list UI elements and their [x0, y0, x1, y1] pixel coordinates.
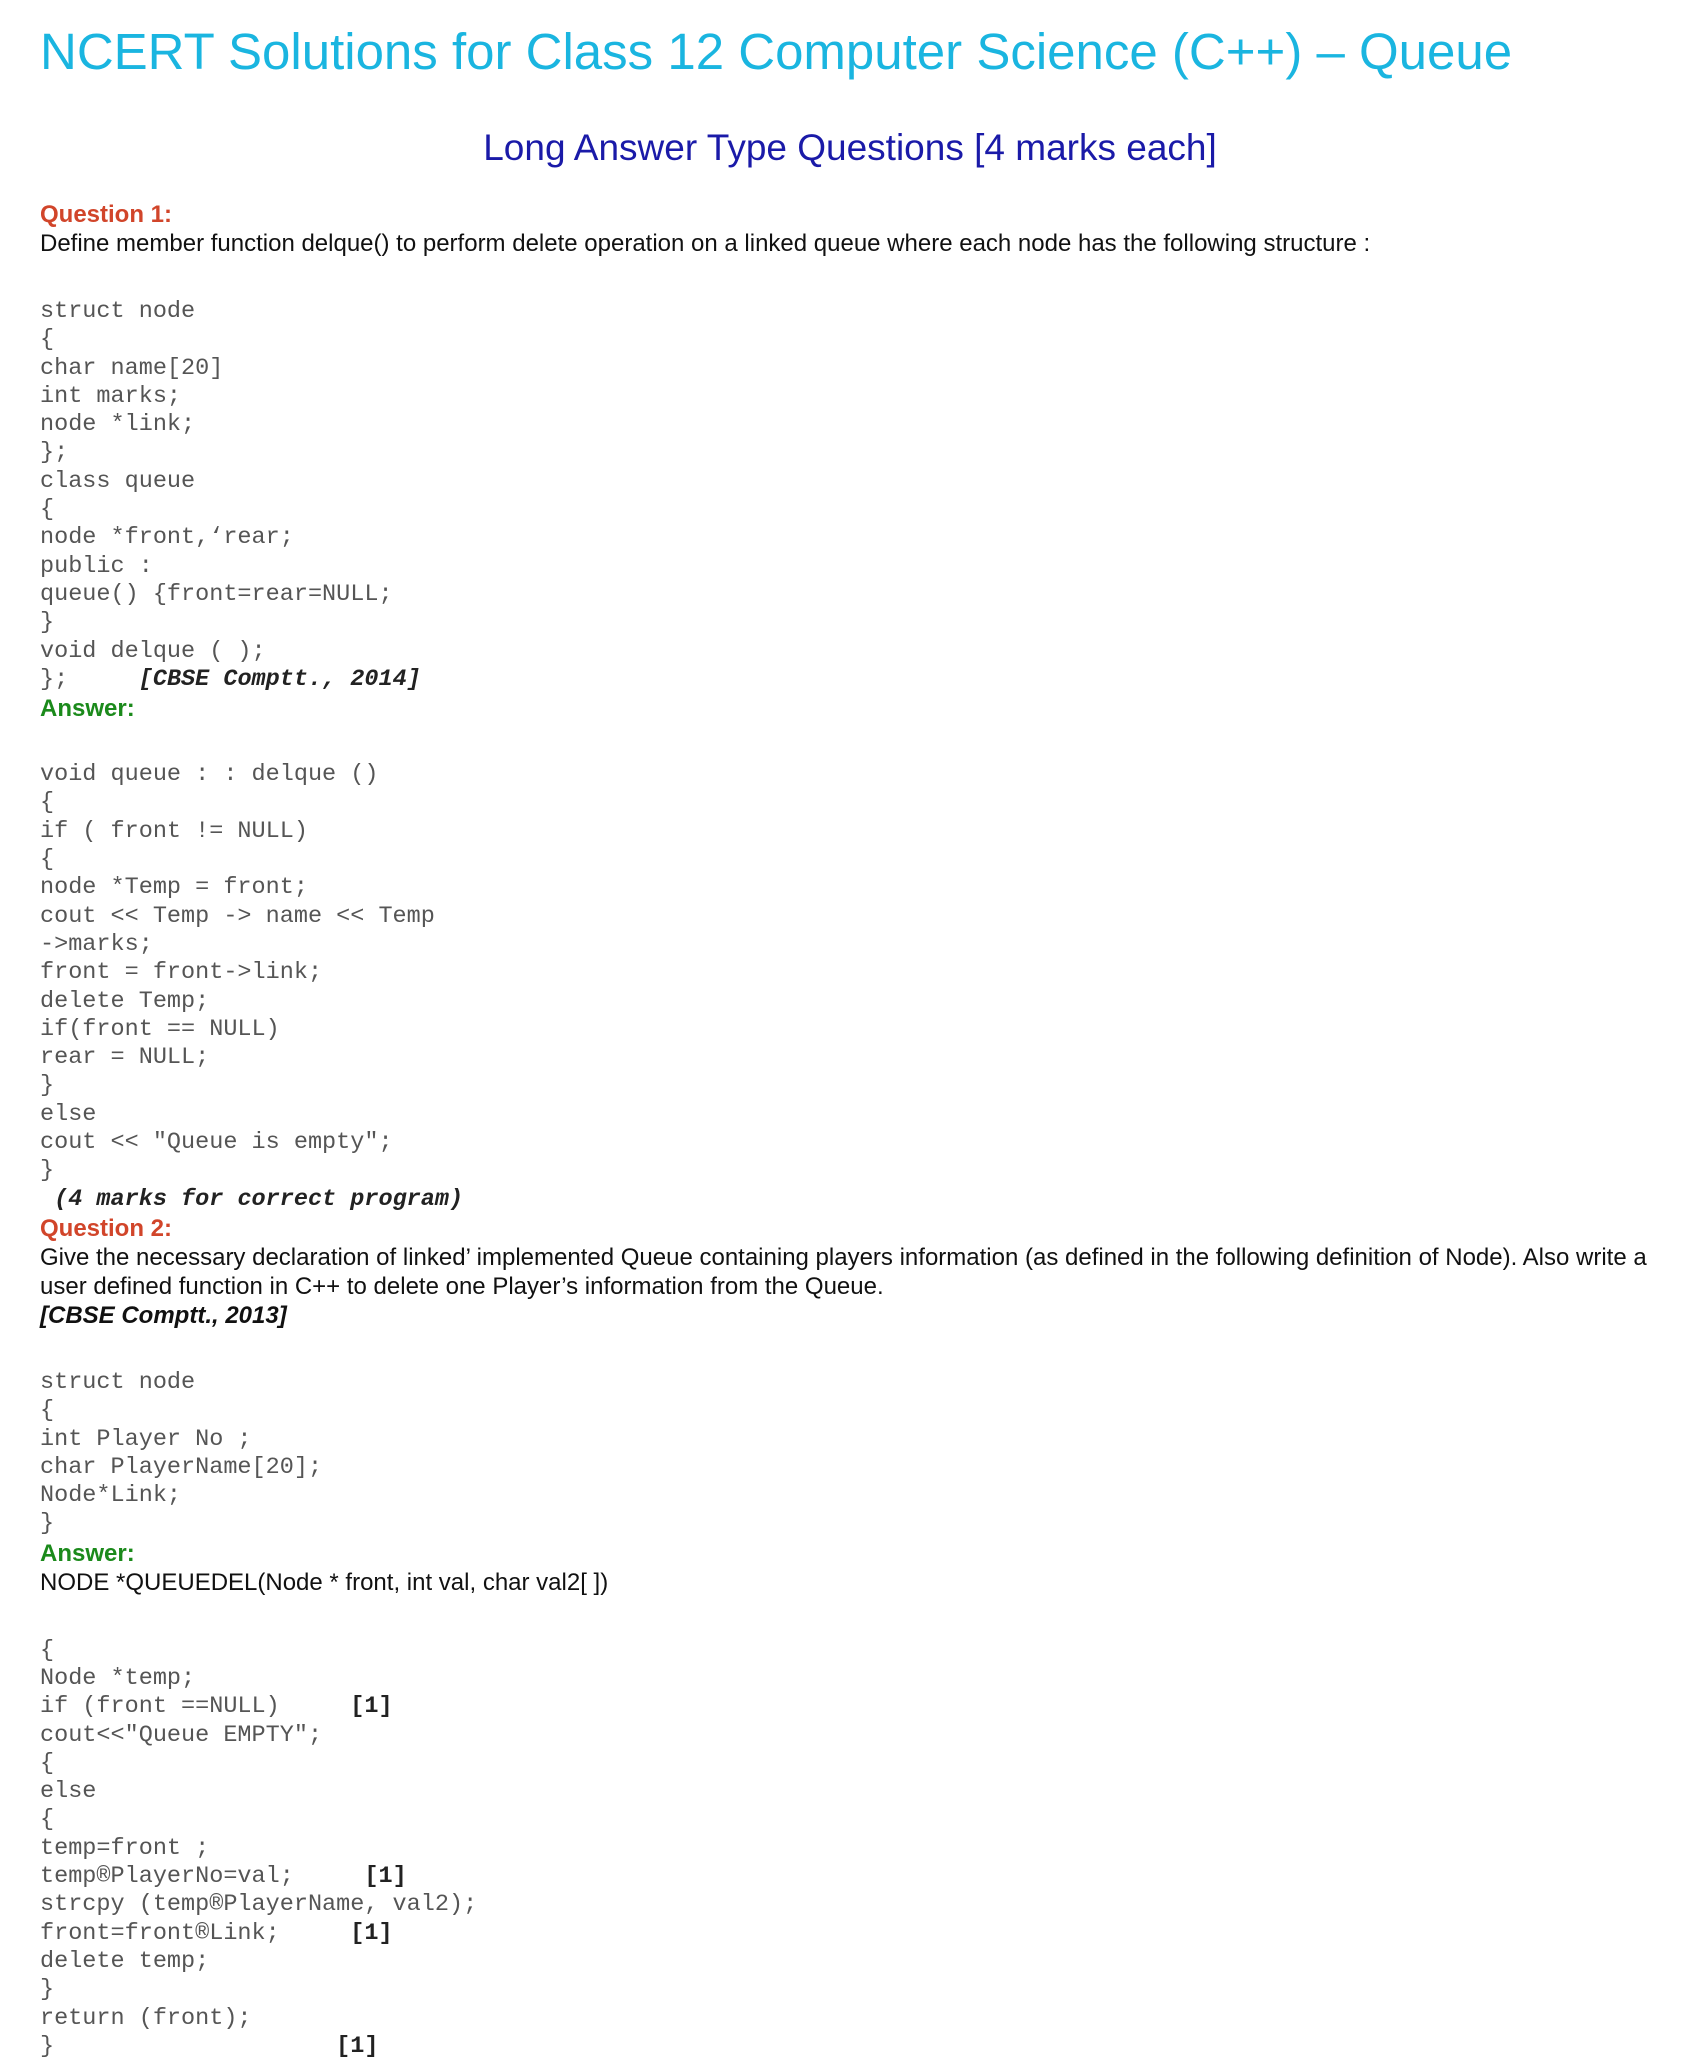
question-1-code-line	[40, 298, 1670, 326]
code-text: Node*Link;	[40, 1482, 182, 1510]
code-text: node *link;	[40, 411, 196, 439]
code-text: rear = NULL;	[40, 1044, 210, 1072]
answer-2-code-line	[40, 1891, 1670, 1919]
question-1-code-line	[40, 411, 1670, 439]
answer-1-code-line	[40, 789, 1670, 817]
code-text: }	[40, 1510, 55, 1538]
code-text: {	[40, 1636, 55, 1664]
code-text: {	[40, 846, 55, 874]
section-subtitle: Long Answer Type Questions [4 marks each]	[483, 127, 1217, 168]
code-text: cout << "Queue is empty";	[40, 1129, 393, 1157]
code-text: void queue : : delque ()	[40, 761, 379, 789]
answer-1-code-line	[40, 903, 1670, 931]
answer-2-code-line	[40, 1835, 1670, 1863]
question-1-code-line	[40, 496, 1670, 524]
answer-1-heading: Answer:	[40, 695, 135, 723]
marks-badge: [1]	[336, 2032, 379, 2060]
code-text: }	[40, 1976, 55, 2004]
question-1	[40, 200, 1670, 1214]
code-text: }	[40, 1157, 55, 1185]
code-text: node *Temp = front;	[40, 874, 308, 902]
answer-2-code-line	[40, 1778, 1670, 1806]
code-text: temp=front ;	[40, 1834, 210, 1862]
code-text: }	[40, 609, 55, 637]
question-2	[40, 1214, 1670, 2061]
code-text: else	[40, 1100, 97, 1128]
answer-1-code-line	[40, 846, 1670, 874]
question-2-citation: [CBSE Comptt., 2013]	[40, 1301, 287, 1329]
question-1-code	[40, 298, 1670, 694]
answer-2-code-line	[40, 2005, 1670, 2033]
answer-1-code	[40, 761, 1670, 1214]
answer-2-code-line	[40, 2033, 1670, 2061]
code-text: return (front);	[40, 2004, 252, 2032]
question-1-code-line	[40, 581, 1670, 609]
question-1-code-line	[40, 439, 1670, 467]
code-text: temp®PlayerNo=val;	[40, 1863, 294, 1891]
answer-2-code-line	[40, 1637, 1670, 1665]
question-1-code-line	[40, 355, 1670, 383]
answer-2-signature: NODE *QUEUEDEL(Node * front, int val, char val2[ ])	[40, 1568, 609, 1596]
code-text: strcpy (temp®PlayerName, val2);	[40, 1891, 478, 1919]
answer-2-code-line	[40, 1722, 1670, 1750]
code-text: {	[40, 1749, 55, 1777]
marks-note: (4 marks for correct program)	[54, 1185, 464, 1213]
code-text: struct node	[40, 298, 196, 325]
answer-1-code-line	[40, 874, 1670, 902]
code-text: int marks;	[40, 382, 182, 410]
answer-1-code-line	[40, 761, 1670, 789]
code-text: if(front == NULL)	[40, 1015, 280, 1043]
code-text: {	[40, 1397, 55, 1425]
question-1-code-line	[40, 638, 1670, 666]
marks-badge: [1]	[350, 1919, 393, 1947]
code-line-last: }; [CBSE Comptt., 2014]	[40, 665, 421, 693]
marks-badge: [1]	[350, 1693, 393, 1721]
answer-1-code-line	[40, 818, 1670, 846]
code-text: {	[40, 789, 55, 817]
code-text: node *front,‘rear;	[40, 524, 294, 552]
answer-1-code-line	[40, 1157, 1670, 1185]
answer-1-code-line	[40, 1129, 1670, 1157]
question-2-code-line	[40, 1482, 1670, 1510]
code-text: public :	[40, 552, 153, 580]
answer-2-code-line	[40, 1750, 1670, 1778]
code-text: Node *temp;	[40, 1664, 196, 1692]
code-text: else	[40, 1778, 97, 1806]
code-text: queue() {front=rear=NULL;	[40, 580, 393, 608]
code-text: if (front ==NULL)	[40, 1693, 280, 1721]
answer-1-code-line	[40, 1072, 1670, 1100]
question-2-code-line	[40, 1454, 1670, 1482]
page-title: NCERT Solutions for Class 12 Computer Science (C++) – Queue	[40, 23, 1513, 80]
answer-2-code-line	[40, 1948, 1670, 1976]
code-text: front = front->link;	[40, 959, 323, 987]
code-text: }	[40, 2032, 55, 2060]
marks-badge: [1]	[364, 1863, 407, 1891]
question-2-code-line	[40, 1510, 1670, 1538]
answer-2-code-line	[40, 1806, 1670, 1834]
question-1-code-line	[40, 468, 1670, 496]
question-1-code-line	[40, 326, 1670, 354]
question-2-code-line	[40, 1369, 1670, 1397]
answer-2-code-line	[40, 1920, 1670, 1948]
code-text: char name[20]	[40, 354, 224, 382]
answer-2-code-line	[40, 1976, 1670, 2004]
question-2-code	[40, 1369, 1670, 1539]
question-2-code-line	[40, 1426, 1670, 1454]
answer-2-code-line	[40, 1693, 1670, 1721]
code-text: delete Temp;	[40, 987, 210, 1015]
code-text: cout<<"Queue EMPTY";	[40, 1721, 323, 1749]
answer-1-code-line	[40, 959, 1670, 987]
question-2-text: Give the necessary declaration of linked’ implemented Queue containing players information (as defined in the following definition of Node). Also write a user defined function in C++ to delete one Player’s information from the Queue.	[40, 1243, 1647, 1300]
citation: [CBSE Comptt., 2014]	[138, 665, 421, 693]
answer-1-code-line	[40, 1044, 1670, 1072]
code-text: {	[40, 496, 55, 524]
code-text: void delque ( );	[40, 637, 266, 665]
question-1-code-line	[40, 383, 1670, 411]
document-page	[40, 20, 1670, 2061]
code-text: };	[40, 439, 69, 467]
code-text: delete temp;	[40, 1947, 210, 1975]
code-text: if ( front != NULL)	[40, 817, 308, 845]
code-text: front=front®Link;	[40, 1919, 280, 1947]
answer-2-code-line	[40, 1863, 1670, 1891]
answer-2-code	[40, 1637, 1670, 2061]
answer-1-code-line	[40, 1101, 1670, 1129]
question-1-code-line	[40, 609, 1670, 637]
question-1-code-line	[40, 553, 1670, 581]
code-text: ->marks;	[40, 930, 153, 958]
answer-1-code-line	[40, 988, 1670, 1016]
question-2-code-line	[40, 1397, 1670, 1425]
code-text: }	[40, 1072, 55, 1100]
code-text: {	[40, 326, 55, 354]
answer-2-code-line	[40, 1665, 1670, 1693]
question-2-heading: Question 2:	[40, 1214, 173, 1242]
code-text: cout << Temp -> name << Temp	[40, 902, 435, 930]
code-text: {	[40, 1806, 55, 1834]
code-text: class queue	[40, 467, 196, 495]
answer-2-heading: Answer:	[40, 1539, 135, 1567]
code-text: int Player No ;	[40, 1425, 252, 1453]
answer-1-code-line	[40, 1016, 1670, 1044]
question-1-code-line	[40, 524, 1670, 552]
code-text: char PlayerName[20];	[40, 1453, 323, 1481]
question-1-heading: Question 1:	[40, 201, 173, 228]
question-1-text: Define member function delque() to perform delete operation on a linked queue where each node has the following structure :	[40, 230, 1371, 257]
code-text: struct node	[40, 1368, 196, 1396]
answer-1-code-line	[40, 931, 1670, 959]
